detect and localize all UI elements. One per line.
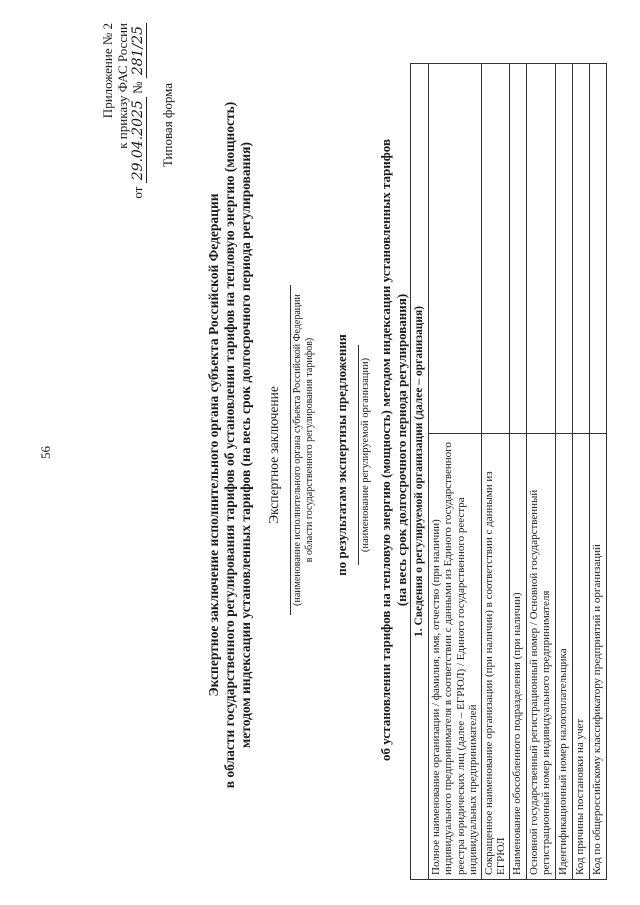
results-label: по результатам экспертизы предложения — [334, 334, 349, 576]
table-row — [481, 63, 509, 879]
row-value-ogrn — [526, 63, 555, 433]
table-row — [428, 63, 481, 879]
row-label-subdivision: Наименование обособленного подразделения (при наличии) — [509, 434, 526, 880]
table-header-row — [411, 63, 429, 879]
page-number: 56 — [38, 446, 53, 459]
date-prefix: от — [130, 186, 145, 199]
row-value-okpo — [589, 63, 606, 433]
row-value-full-name — [428, 63, 481, 433]
row-label-inn: Идентификационный номер налогоплательщика — [555, 434, 572, 880]
expert-conclusion-label: Экспертное заключение — [266, 386, 281, 524]
appendix-number: Приложение № 2 — [100, 23, 115, 119]
number-prefix: № — [130, 81, 145, 94]
purpose-statement — [378, 75, 410, 825]
title-line-1: Экспертное заключение исполнительного органа субъекта Российской Федерации — [206, 193, 221, 697]
section-title: 1. Сведения о регулируемой организации (далее – организация) — [411, 63, 429, 879]
row-value-kpp — [572, 63, 589, 433]
table-row — [526, 63, 555, 879]
order-number: 281/25 — [130, 23, 147, 78]
purpose-line-1: об установлении тарифов на тепловую энергию (мощность) методом индексации установленных тарифов — [378, 139, 393, 761]
table-row — [589, 63, 606, 879]
authority-caption-line-1: (наименование исполнительного органа субъекта Российской Федерации — [292, 294, 303, 606]
regulated-org-line — [358, 345, 359, 565]
order-date: 29.04.2025 — [130, 97, 147, 183]
row-label-ogrn: Основной государственный регистрационный номер / Основной государственный регистрационный номер индивидуального предпринимателя — [526, 434, 555, 880]
row-label-kpp: Код причины постановки на учет — [572, 434, 589, 880]
appendix-header — [100, 23, 130, 243]
authority-name-line — [290, 285, 291, 615]
table-row — [572, 63, 589, 879]
table-row — [555, 63, 572, 879]
row-label-short-name: Сокращенное наименование организации (при наличии) в соответствии с данными из ЕГРЮЛ — [481, 434, 509, 880]
row-label-full-name: Полное наименование организации / фамилия, имя, отчество (при наличии) индивидуального предпринимателя в соответствии с данными из Единого государственного реестра юридических лиц (далее – ЕГРЮЛ) / Единого государственного реестра индивидуальных предпринимателей — [428, 434, 481, 880]
table-row — [509, 63, 526, 879]
row-label-okpo: Код по общероссийскому классификатору предприятий и организаций — [589, 434, 606, 880]
form-type: Типовая форма — [160, 82, 175, 168]
row-value-inn — [555, 63, 572, 433]
title-line-2: в области государственного регулирования тарифов об установлении тарифов на тепловую энергию (мощность) — [222, 101, 237, 789]
row-value-subdivision — [509, 63, 526, 433]
row-value-short-name — [481, 63, 509, 433]
document-title — [206, 55, 254, 835]
organization-info-table — [410, 63, 607, 880]
appendix-order-ref: к приказу ФАС России — [115, 23, 130, 149]
authority-caption-line-2: в области государственного регулирования тарифов) — [304, 337, 315, 563]
order-date-number — [130, 23, 147, 315]
title-line-3: методом индексации установленных тарифов (на весь срок долгосрочного периода регулирования) — [238, 142, 253, 748]
regulated-org-caption: (наименование регулируемой организации) — [360, 357, 371, 553]
authority-name-caption — [292, 255, 316, 645]
purpose-line-2: (на весь срок долгосрочного периода регулирования) — [394, 293, 409, 607]
